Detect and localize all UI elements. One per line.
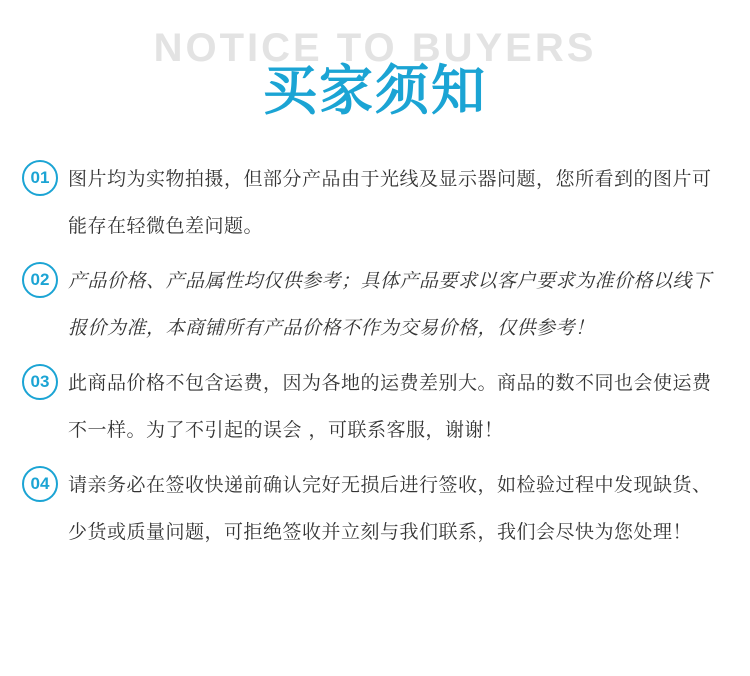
page-header (0, 0, 750, 140)
watermark-text: NOTICE TO BUYERS (153, 26, 597, 70)
list-item (22, 258, 728, 352)
list-item (22, 360, 728, 454)
item-number-badge: 02 (22, 262, 58, 298)
list-item (22, 462, 728, 556)
item-text: 产品价格、产品属性均仅供参考；具体产品要求以客户要求为准价格以线下报价为准，本商铺所有产品价格不作为交易价格，仅供参考！ (68, 270, 712, 339)
page-title: 买家须知 (263, 59, 487, 122)
item-number-badge: 04 (22, 466, 58, 502)
notice-list (0, 140, 750, 556)
item-number-badge: 03 (22, 364, 58, 400)
item-text: 请亲务必在签收快递前确认完好无损后进行签收，如检验过程中发现缺货、少货或质量问题，可拒绝签收并立刻与我们联系，我们会尽快为您处理！ (68, 474, 712, 543)
item-text: 此商品价格不包含运费，因为各地的运费差别大。商品的数不同也会使运费不一样。为了不引起的误会 ，可联系客服，谢谢！ (68, 372, 712, 441)
list-item (22, 156, 728, 250)
item-text: 图片均为实物拍摄，但部分产品由于光线及显示器问题，您所看到的图片可能存在轻微色差问题。 (68, 168, 712, 237)
item-number-badge: 01 (22, 160, 58, 196)
